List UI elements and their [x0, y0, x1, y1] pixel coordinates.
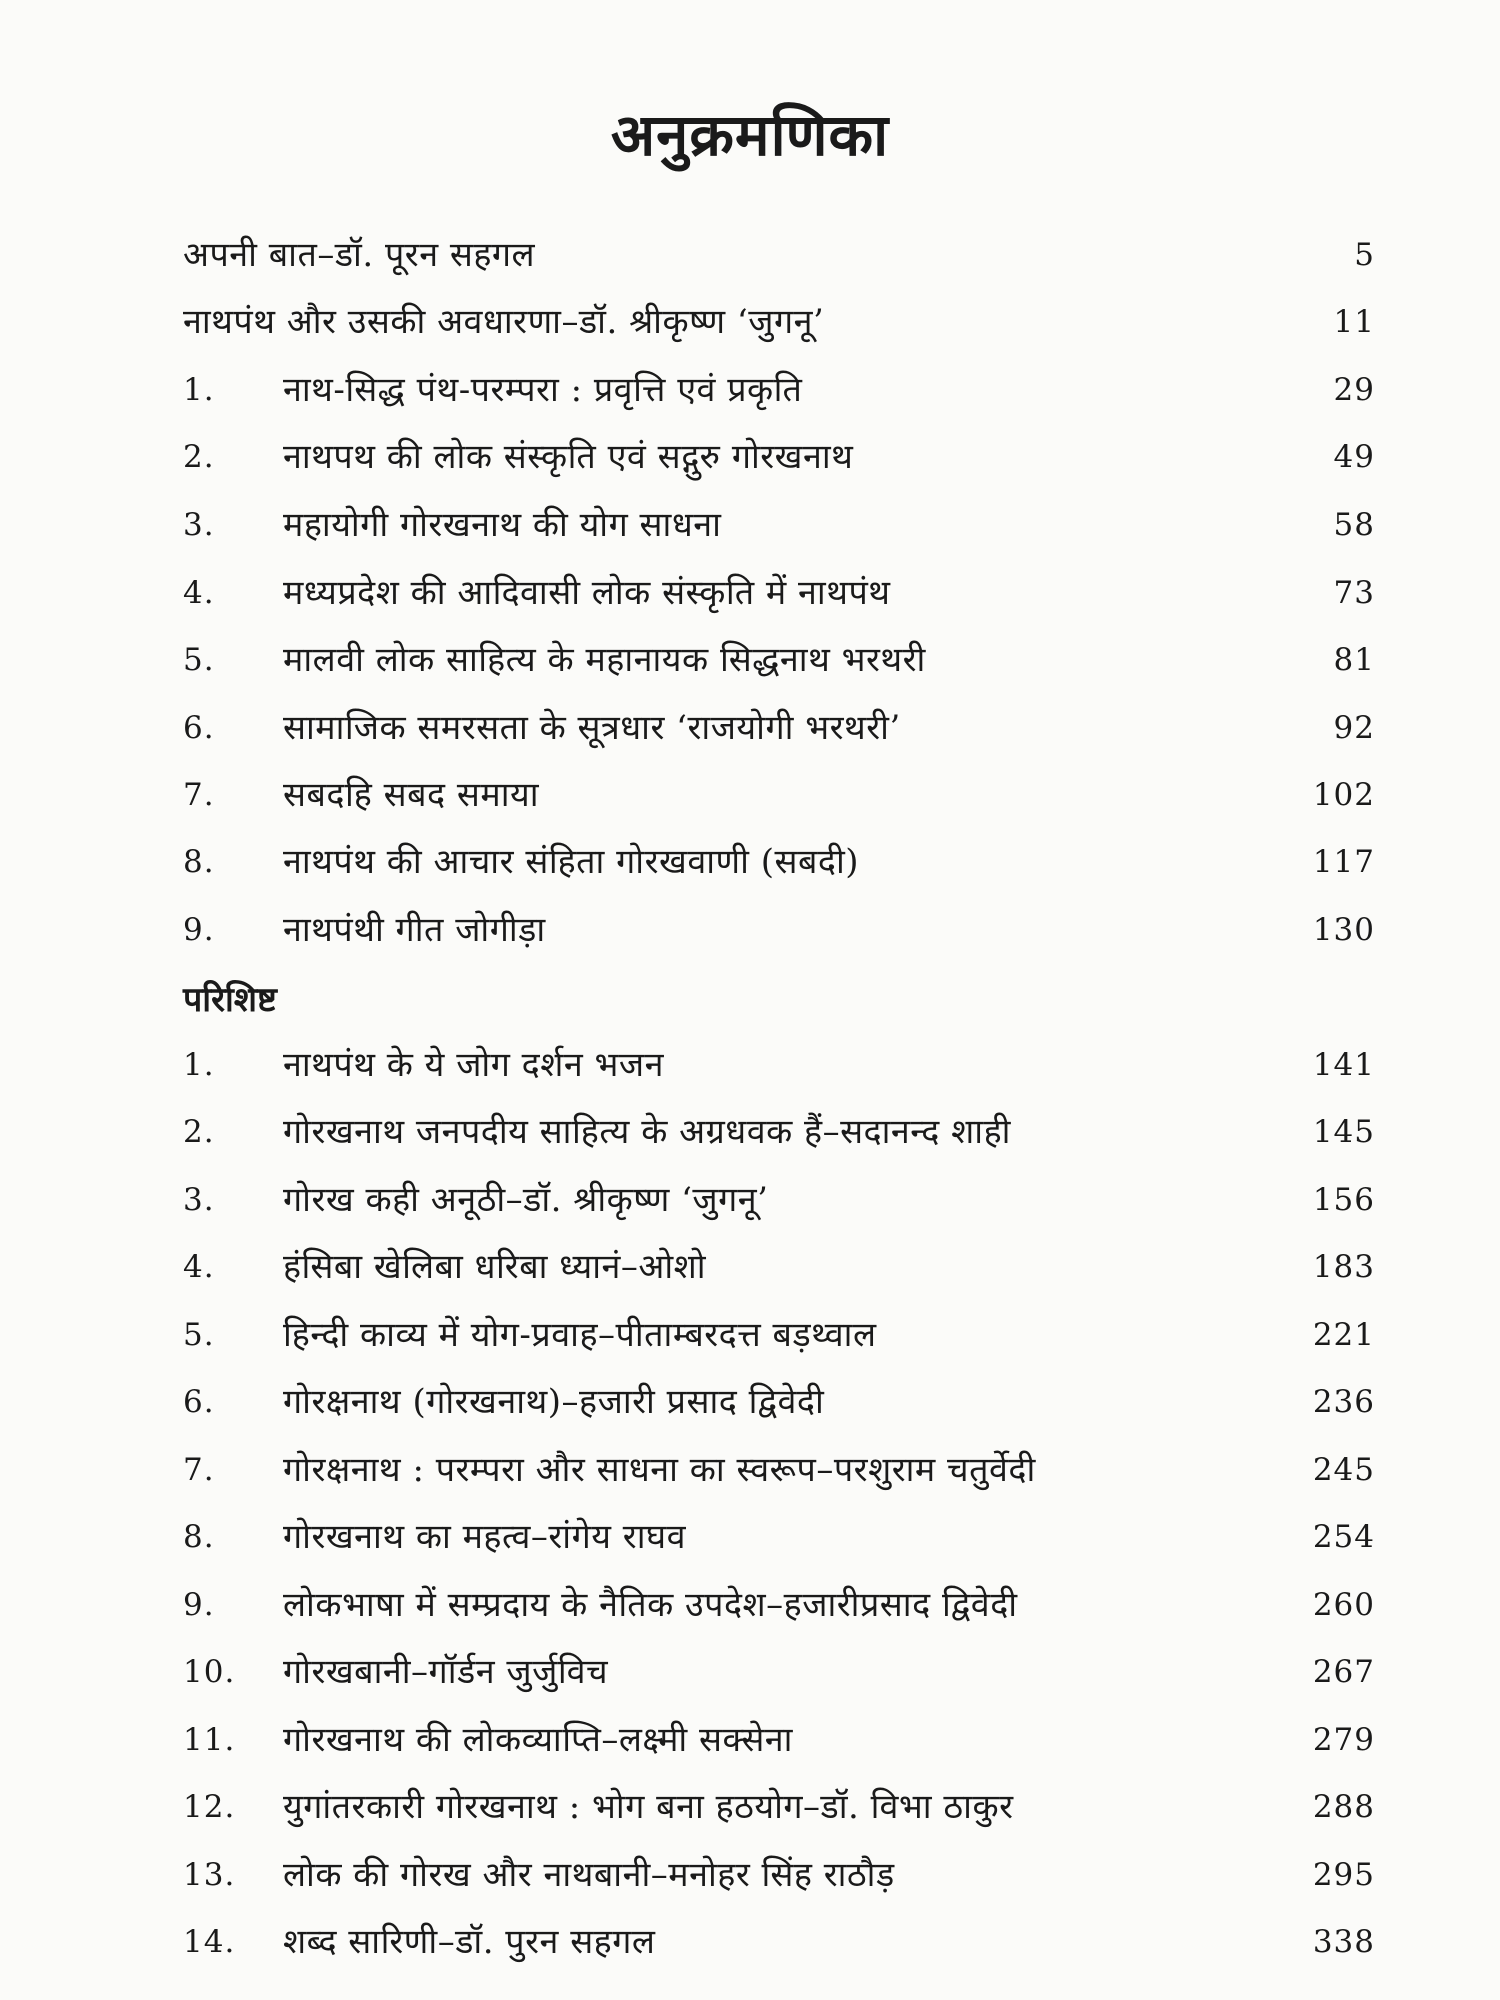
toc-entry-number: 10. — [183, 1654, 236, 1690]
toc-entry-title: नाथ-सिद्ध पंथ-परम्परा : प्रवृत्ति एवं प्रकृति — [283, 370, 803, 410]
toc-page-number: 279 — [1312, 1722, 1375, 1758]
toc-entry-title: गोरक्षनाथ (गोरखनाथ)–हजारी प्रसाद द्विवेदी — [283, 1382, 825, 1422]
toc-appendix-entry — [183, 1642, 1375, 1702]
toc-entry-title: अपनी बात–डॉ. पूरन सहगल — [183, 235, 536, 275]
toc-page-number: 221 — [1312, 1317, 1375, 1353]
toc-chapter-entry — [183, 360, 1375, 420]
toc-entry-title: हिन्दी काव्य में योग-प्रवाह–पीताम्बरदत्त बड़थ्वाल — [283, 1315, 877, 1355]
toc-page-number: 156 — [1312, 1182, 1375, 1218]
toc-entry-title: सबदहि सबद समाया — [283, 775, 540, 815]
toc-entry-title: युगांतरकारी गोरखनाथ : भोग बना हठयोग–डॉ. विभा ठाकुर — [283, 1787, 1014, 1827]
toc-appendix-entry — [183, 1035, 1375, 1095]
toc-entry-number: 1. — [183, 372, 215, 408]
toc-chapter-entry — [183, 900, 1375, 960]
toc-chapter-entry — [183, 630, 1375, 690]
toc-appendix-entry — [183, 1170, 1375, 1230]
toc-appendix-entry — [183, 1440, 1375, 1500]
toc-page-number: 49 — [1333, 439, 1375, 475]
toc-entry-title: नाथपथ की लोक संस्कृति एवं सद्गुरु गोरखनाथ — [283, 437, 854, 477]
toc-page-number: 92 — [1333, 710, 1375, 746]
toc-entry-title: मालवी लोक साहित्य के महानायक सिद्धनाथ भरथरी — [283, 640, 926, 680]
toc-entry-title: शब्द सारिणी–डॉ. पुरन सहगल — [283, 1922, 656, 1962]
toc-page-number: 11 — [1333, 304, 1375, 340]
toc-entry-number: 8. — [183, 844, 215, 880]
toc-entry-number: 3. — [183, 1182, 215, 1218]
toc-page-number: 338 — [1312, 1924, 1375, 1960]
toc-appendix-entry — [183, 1912, 1375, 1972]
toc-chapter-entry — [183, 832, 1375, 892]
toc-entry-number: 6. — [183, 710, 215, 746]
toc-entry-title: नाथपंथी गीत जोगीड़ा — [283, 910, 546, 950]
toc-page-number: 245 — [1312, 1452, 1375, 1488]
toc-appendix-entry — [183, 1507, 1375, 1567]
page-title: अनुक्रमणिका — [610, 101, 890, 169]
appendix-heading: परिशिष्ट — [183, 980, 277, 1020]
toc-page-number: 58 — [1333, 507, 1375, 543]
toc-entry-number: 12. — [183, 1789, 236, 1825]
toc-appendix-entry — [183, 1710, 1375, 1770]
toc-appendix-entry — [183, 1575, 1375, 1635]
toc-entry-number: 7. — [183, 777, 215, 813]
toc-entry-title: नाथपंथ की आचार संहिता गोरखवाणी (सबदी) — [283, 842, 860, 882]
toc-entry-title: महायोगी गोरखनाथ की योग साधना — [283, 505, 722, 545]
toc-page-number: 102 — [1312, 777, 1375, 813]
toc-entry-number: 4. — [183, 1249, 215, 1285]
toc-page-number: 260 — [1312, 1587, 1375, 1623]
toc-entry-title: मध्यप्रदेश की आदिवासी लोक संस्कृति में नाथपंथ — [283, 573, 891, 613]
toc-entry-title: नाथपंथ के ये जोग दर्शन भजन — [283, 1045, 665, 1085]
toc-entry-number: 6. — [183, 1384, 215, 1420]
toc-intro-entry — [183, 225, 1375, 285]
toc-entry-number: 5. — [183, 642, 215, 678]
toc-appendix-entry — [183, 1237, 1375, 1297]
toc-entry-title: लोक की गोरख और नाथबानी–मनोहर सिंह राठौड़ — [283, 1855, 895, 1895]
toc-page-number: 141 — [1312, 1047, 1375, 1083]
toc-entry-title: गोरख कही अनूठी–डॉ. श्रीकृष्ण ‘जुगनू’ — [283, 1180, 769, 1220]
toc-entry-number: 3. — [183, 507, 215, 543]
toc-entry-number: 2. — [183, 439, 215, 475]
toc-page-number: 117 — [1312, 844, 1375, 880]
toc-entry-number: 14. — [183, 1924, 236, 1960]
toc-entry-number: 2. — [183, 1114, 215, 1150]
toc-entry-number: 13. — [183, 1857, 236, 1893]
toc-intro-entry — [183, 292, 1375, 352]
toc-entry-number: 7. — [183, 1452, 215, 1488]
toc-entry-title: लोकभाषा में सम्प्रदाय के नैतिक उपदेश–हजारीप्रसाद द्विवेदी — [283, 1585, 1018, 1625]
toc-chapter-entry — [183, 765, 1375, 825]
toc-chapter-entry — [183, 698, 1375, 758]
toc-page-number: 73 — [1333, 575, 1375, 611]
toc-appendix-entry — [183, 1102, 1375, 1162]
toc-entry-title: हंसिबा खेलिबा धरिबा ध्यानं–ओशो — [283, 1247, 707, 1287]
toc-entry-number: 9. — [183, 912, 215, 948]
toc-chapter-entry — [183, 427, 1375, 487]
toc-entry-title: नाथपंथ और उसकी अवधारणा–डॉ. श्रीकृष्ण ‘जुगनू’ — [183, 302, 825, 342]
toc-page-number: 5 — [1354, 237, 1375, 273]
toc-page-number: 29 — [1333, 372, 1375, 408]
toc-appendix-entry — [183, 1845, 1375, 1905]
toc-entry-number: 5. — [183, 1317, 215, 1353]
toc-page-number: 288 — [1312, 1789, 1375, 1825]
toc-entry-number: 9. — [183, 1587, 215, 1623]
toc-page-number: 267 — [1312, 1654, 1375, 1690]
toc-entry-title: गोरखनाथ की लोकव्याप्ति–लक्ष्मी सक्सेना — [283, 1720, 793, 1760]
toc-page-number: 130 — [1312, 912, 1375, 948]
toc-page-number: 183 — [1312, 1249, 1375, 1285]
toc-entry-title: गोरक्षनाथ : परम्परा और साधना का स्वरूप–परशुराम चतुर्वेदी — [283, 1450, 1036, 1490]
toc-page-number: 236 — [1312, 1384, 1375, 1420]
toc-entry-title: गोरखनाथ का महत्व–रांगेय राघव — [283, 1517, 686, 1557]
toc-appendix-entry — [183, 1305, 1375, 1365]
toc-chapter-entry — [183, 495, 1375, 555]
toc-appendix-entry — [183, 1777, 1375, 1837]
toc-page-number: 81 — [1333, 642, 1375, 678]
toc-appendix-entry — [183, 1372, 1375, 1432]
toc-page-number: 145 — [1312, 1114, 1375, 1150]
toc-page-number: 295 — [1312, 1857, 1375, 1893]
toc-entry-number: 8. — [183, 1519, 215, 1555]
toc-chapter-entry — [183, 563, 1375, 623]
toc-page-number: 254 — [1312, 1519, 1375, 1555]
toc-entry-title: सामाजिक समरसता के सूत्रधार ‘राजयोगी भरथरी’ — [283, 708, 901, 748]
toc-entry-number: 11. — [183, 1722, 236, 1758]
toc-entry-number: 1. — [183, 1047, 215, 1083]
toc-entry-title: गोरखनाथ जनपदीय साहित्य के अग्रधवक हैं–सदानन्द शाही — [283, 1112, 1011, 1152]
toc-entry-number: 4. — [183, 575, 215, 611]
toc-entry-title: गोरखबानी–गॉर्डन जुर्जुविच — [283, 1652, 609, 1692]
